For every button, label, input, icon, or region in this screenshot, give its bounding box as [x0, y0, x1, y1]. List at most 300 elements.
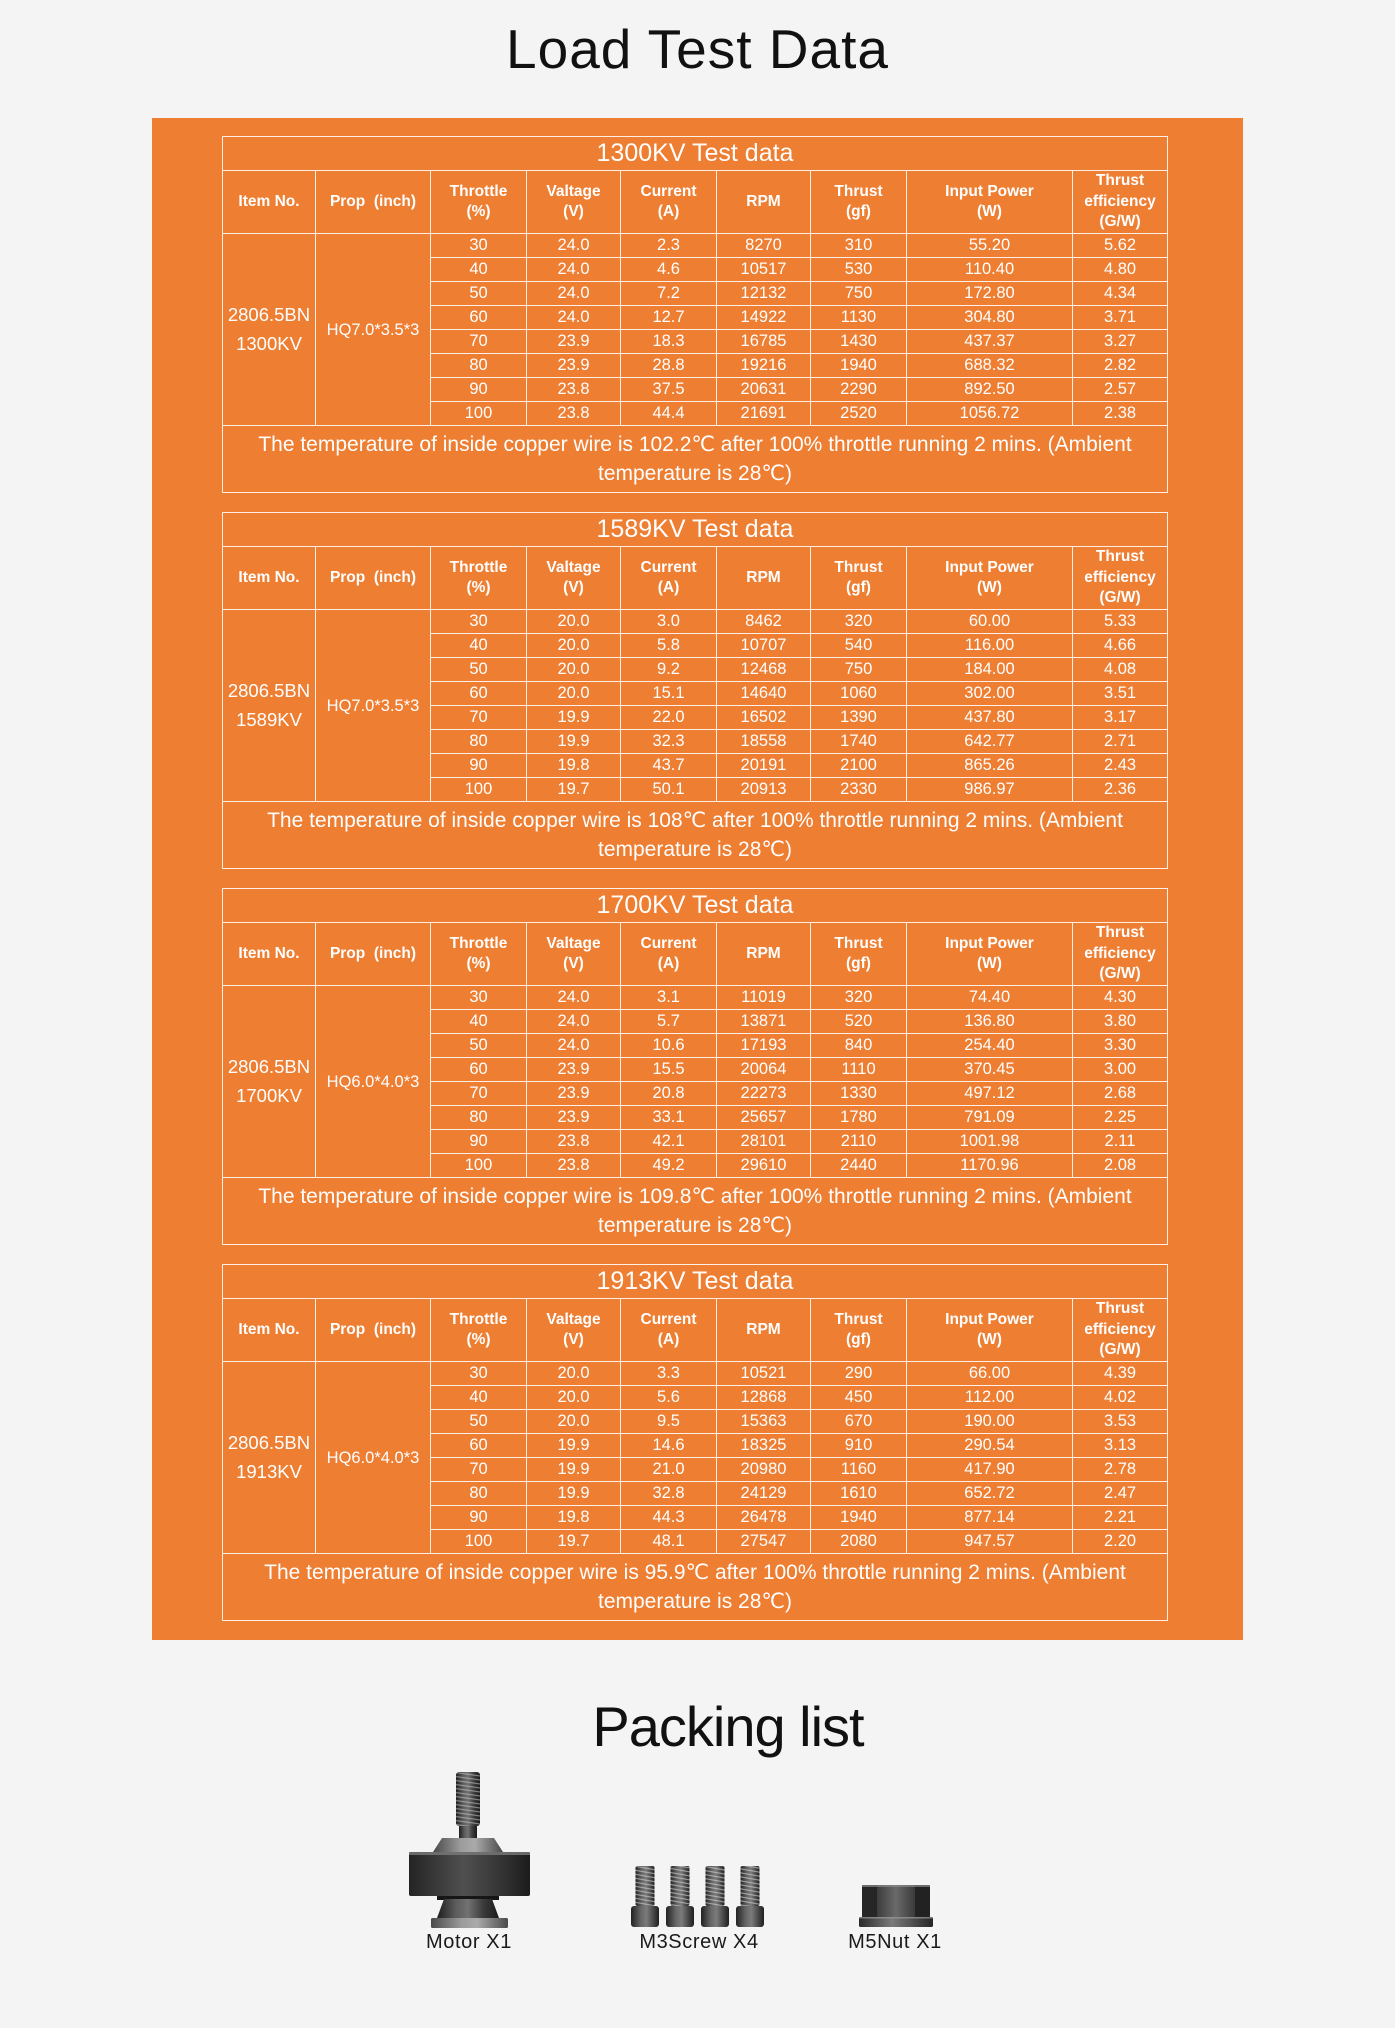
cell-current: 28.8 — [621, 354, 717, 378]
cell-throttle: 90 — [431, 1130, 527, 1154]
cell-current: 3.3 — [621, 1362, 717, 1386]
cell-current: 33.1 — [621, 1106, 717, 1130]
header-label: Input Power — [945, 182, 1034, 200]
cell-thrust-efficiency: 3.53 — [1073, 1410, 1167, 1434]
cell-throttle: 40 — [431, 634, 527, 658]
cell-voltage: 23.9 — [527, 354, 621, 378]
cell-voltage: 20.0 — [527, 682, 621, 706]
cell-thrust: 1940 — [811, 354, 907, 378]
cell-current: 18.3 — [621, 330, 717, 354]
header-label: Input Power — [945, 558, 1034, 576]
cell-throttle: 40 — [431, 1386, 527, 1410]
header-label: Item No. — [238, 192, 300, 210]
cell-thrust: 2520 — [811, 402, 907, 426]
cell-thrust-efficiency: 3.51 — [1073, 682, 1167, 706]
cell-voltage: 19.9 — [527, 1434, 621, 1458]
header-label: efficiency — [1084, 568, 1156, 586]
table-title: 1589KV Test data — [223, 513, 1167, 547]
cell-thrust-efficiency: 2.71 — [1073, 730, 1167, 754]
cell-voltage: 24.0 — [527, 282, 621, 306]
header-label: (gf) — [846, 955, 871, 972]
test-tables — [222, 136, 1168, 1621]
cell-thrust: 2100 — [811, 754, 907, 778]
cell-rpm: 12868 — [717, 1386, 811, 1410]
cell-input-power: 437.80 — [907, 706, 1073, 730]
header-voltage — [527, 923, 621, 986]
cell-voltage: 23.8 — [527, 1130, 621, 1154]
motor-model: 2806.5BN — [227, 1432, 311, 1453]
item-no-cell — [223, 234, 316, 426]
cell-voltage: 24.0 — [527, 1034, 621, 1058]
header-prop — [316, 923, 431, 986]
header-label: (gf) — [846, 1331, 871, 1348]
cell-rpm: 28101 — [717, 1130, 811, 1154]
cell-voltage: 23.8 — [527, 402, 621, 426]
header-label: Item No. — [238, 1320, 300, 1338]
cell-thrust: 1390 — [811, 706, 907, 730]
test-note: The temperature of inside copper wire is 108℃ after 100% throttle running 2 mins. (Ambient temperature is 28℃) — [267, 808, 1123, 861]
cell-input-power: 304.80 — [907, 306, 1073, 330]
prop-cell: HQ7.0*3.5*3 — [316, 610, 431, 802]
cell-thrust-efficiency: 5.33 — [1073, 610, 1167, 634]
test-note: The temperature of inside copper wire is 102.2℃ after 100% throttle running 2 mins. (Ambient temperature is 28℃) — [258, 432, 1132, 485]
header-current — [621, 923, 717, 986]
cell-rpm: 20913 — [717, 778, 811, 802]
cell-rpm: 16502 — [717, 706, 811, 730]
cell-thrust: 290 — [811, 1362, 907, 1386]
cell-current: 15.1 — [621, 682, 717, 706]
cell-thrust: 1110 — [811, 1058, 907, 1082]
header-input-power — [907, 1299, 1073, 1362]
cell-rpm: 27547 — [717, 1530, 811, 1554]
cell-thrust-efficiency: 2.36 — [1073, 778, 1167, 802]
cell-throttle: 50 — [431, 282, 527, 306]
cell-input-power: 74.40 — [907, 986, 1073, 1010]
cell-thrust-efficiency: 3.27 — [1073, 330, 1167, 354]
cell-current: 50.1 — [621, 778, 717, 802]
header-label: (gf) — [846, 203, 871, 220]
header-label: Throttle — [449, 182, 508, 200]
cell-throttle: 60 — [431, 682, 527, 706]
cell-thrust: 2080 — [811, 1530, 907, 1554]
cell-rpm: 18325 — [717, 1434, 811, 1458]
header-label: (W) — [977, 579, 1002, 596]
screws-icon — [628, 1864, 768, 1930]
cell-thrust-efficiency: 3.80 — [1073, 1010, 1167, 1034]
test-table — [222, 512, 1168, 869]
header-thrust — [811, 171, 907, 234]
header-label: Current — [640, 934, 697, 952]
motor-icon — [402, 1768, 532, 1930]
cell-thrust-efficiency: 2.43 — [1073, 754, 1167, 778]
cell-thrust-efficiency: 4.02 — [1073, 1386, 1167, 1410]
screw-icon — [666, 1866, 694, 1927]
header-label: (G/W) — [1099, 589, 1141, 607]
cell-throttle: 90 — [431, 1506, 527, 1530]
cell-throttle: 80 — [431, 1106, 527, 1130]
cell-thrust: 750 — [811, 282, 907, 306]
cell-input-power: 116.00 — [907, 634, 1073, 658]
header-label: RPM — [746, 568, 781, 586]
cell-thrust-efficiency: 3.30 — [1073, 1034, 1167, 1058]
cell-throttle: 50 — [431, 658, 527, 682]
test-note: The temperature of inside copper wire is 109.8℃ after 100% throttle running 2 mins. (Ambient temperature is 28℃) — [258, 1184, 1132, 1237]
header-thrust-efficiency — [1073, 923, 1167, 986]
cell-thrust-efficiency: 2.25 — [1073, 1106, 1167, 1130]
cell-throttle: 30 — [431, 610, 527, 634]
header-item-no — [223, 923, 316, 986]
cell-thrust: 530 — [811, 258, 907, 282]
header-label: (%) — [466, 1331, 491, 1348]
cell-voltage: 20.0 — [527, 1362, 621, 1386]
cell-rpm: 8270 — [717, 234, 811, 258]
cell-throttle: 30 — [431, 234, 527, 258]
header-prop — [316, 1299, 431, 1362]
cell-voltage: 20.0 — [527, 1386, 621, 1410]
cell-input-power: 497.12 — [907, 1082, 1073, 1106]
header-throttle — [431, 1299, 527, 1362]
cell-rpm: 15363 — [717, 1410, 811, 1434]
cell-throttle: 80 — [431, 1482, 527, 1506]
header-input-power — [907, 923, 1073, 986]
header-label: Input Power — [945, 1310, 1034, 1328]
header-thrust-efficiency — [1073, 547, 1167, 610]
cell-thrust: 450 — [811, 1386, 907, 1410]
cell-input-power: 302.00 — [907, 682, 1073, 706]
cell-voltage: 20.0 — [527, 658, 621, 682]
cell-voltage: 19.9 — [527, 1482, 621, 1506]
screw-icon — [736, 1866, 764, 1927]
packing-list-title: Packing list — [592, 1695, 864, 1758]
cell-thrust-efficiency: 2.08 — [1073, 1154, 1167, 1178]
packing-item-screw-label: M3Screw X4 — [639, 1931, 759, 1953]
cell-rpm: 12132 — [717, 282, 811, 306]
cell-thrust: 1130 — [811, 306, 907, 330]
test-table — [222, 888, 1168, 1245]
cell-thrust: 1780 — [811, 1106, 907, 1130]
header-prop — [316, 547, 431, 610]
cell-input-power: 1170.96 — [907, 1154, 1073, 1178]
cell-input-power: 112.00 — [907, 1386, 1073, 1410]
motor-kv: 1913KV — [236, 1460, 302, 1482]
cell-current: 20.8 — [621, 1082, 717, 1106]
cell-rpm: 10521 — [717, 1362, 811, 1386]
cell-current: 5.8 — [621, 634, 717, 658]
header-label: Throttle — [449, 1310, 508, 1328]
cell-current: 42.1 — [621, 1130, 717, 1154]
header-label: (W) — [977, 1331, 1002, 1348]
header-label: Prop (inch) — [329, 944, 417, 962]
cell-voltage: 24.0 — [527, 258, 621, 282]
item-no-cell — [223, 1362, 316, 1554]
header-label: Prop (inch) — [329, 568, 417, 586]
header-label: Thrust — [1095, 548, 1145, 566]
header-input-power — [907, 547, 1073, 610]
cell-rpm: 17193 — [717, 1034, 811, 1058]
cell-thrust-efficiency: 4.66 — [1073, 634, 1167, 658]
cell-input-power: 892.50 — [907, 378, 1073, 402]
header-input-power — [907, 171, 1073, 234]
header-current — [621, 1299, 717, 1362]
cell-thrust: 910 — [811, 1434, 907, 1458]
motor-kv: 1300KV — [236, 332, 302, 354]
cell-input-power: 986.97 — [907, 778, 1073, 802]
cell-thrust-efficiency: 2.57 — [1073, 378, 1167, 402]
cell-current: 5.6 — [621, 1386, 717, 1410]
cell-voltage: 20.0 — [527, 634, 621, 658]
motor-model: 2806.5BN — [227, 1056, 311, 1077]
header-rpm — [717, 171, 811, 234]
header-label: efficiency — [1084, 192, 1156, 210]
header-label: RPM — [746, 1320, 781, 1338]
cell-throttle: 80 — [431, 354, 527, 378]
cell-throttle: 90 — [431, 754, 527, 778]
table-title: 1913KV Test data — [223, 1265, 1167, 1299]
cell-thrust: 1610 — [811, 1482, 907, 1506]
cell-input-power: 791.09 — [907, 1106, 1073, 1130]
motor-kv: 1700KV — [236, 1084, 302, 1106]
cell-current: 3.1 — [621, 986, 717, 1010]
header-voltage — [527, 1299, 621, 1362]
header-label: Thrust — [834, 1310, 883, 1328]
cell-current: 22.0 — [621, 706, 717, 730]
cell-thrust: 320 — [811, 610, 907, 634]
cell-throttle: 70 — [431, 1082, 527, 1106]
header-throttle — [431, 547, 527, 610]
cell-voltage: 23.8 — [527, 1154, 621, 1178]
header-label: (V) — [563, 1331, 584, 1348]
cell-throttle: 40 — [431, 1010, 527, 1034]
cell-thrust-efficiency: 2.20 — [1073, 1530, 1167, 1554]
screw-icon — [701, 1866, 729, 1927]
cell-thrust-efficiency: 2.68 — [1073, 1082, 1167, 1106]
prop-cell: HQ7.0*3.5*3 — [316, 234, 431, 426]
cell-current: 32.3 — [621, 730, 717, 754]
header-label: Current — [640, 558, 697, 576]
cell-input-power: 652.72 — [907, 1482, 1073, 1506]
prop-cell: HQ6.0*4.0*3 — [316, 1362, 431, 1554]
item-no-cell — [223, 986, 316, 1178]
cell-thrust-efficiency: 2.38 — [1073, 402, 1167, 426]
cell-throttle: 60 — [431, 1434, 527, 1458]
cell-voltage: 19.7 — [527, 778, 621, 802]
cell-thrust: 1330 — [811, 1082, 907, 1106]
screw-icon — [631, 1866, 659, 1927]
header-throttle — [431, 171, 527, 234]
header-label: (W) — [977, 955, 1002, 972]
header-label: RPM — [746, 944, 781, 962]
header-rpm — [717, 547, 811, 610]
cell-rpm: 20980 — [717, 1458, 811, 1482]
cell-current: 48.1 — [621, 1530, 717, 1554]
cell-voltage: 19.7 — [527, 1530, 621, 1554]
cell-rpm: 26478 — [717, 1506, 811, 1530]
cell-thrust: 1940 — [811, 1506, 907, 1530]
item-no-cell — [223, 610, 316, 802]
cell-thrust-efficiency: 2.11 — [1073, 1130, 1167, 1154]
header-rpm — [717, 923, 811, 986]
header-label: Throttle — [449, 934, 508, 952]
cell-throttle: 70 — [431, 706, 527, 730]
header-label: Item No. — [238, 944, 300, 962]
header-label: (V) — [563, 203, 584, 220]
cell-input-power: 947.57 — [907, 1530, 1073, 1554]
header-label: Thrust — [1095, 1300, 1145, 1318]
cell-rpm: 25657 — [717, 1106, 811, 1130]
header-label: efficiency — [1084, 944, 1156, 962]
cell-thrust-efficiency: 4.34 — [1073, 282, 1167, 306]
header-label: (V) — [563, 579, 584, 596]
header-label: (A) — [657, 203, 680, 220]
header-current — [621, 547, 717, 610]
cell-throttle: 80 — [431, 730, 527, 754]
header-label: Input Power — [945, 934, 1034, 952]
load-test-panel — [152, 118, 1243, 1640]
cell-rpm: 29610 — [717, 1154, 811, 1178]
header-label: (W) — [977, 203, 1002, 220]
cell-throttle: 100 — [431, 1530, 527, 1554]
cell-input-power: 110.40 — [907, 258, 1073, 282]
cell-thrust: 1160 — [811, 1458, 907, 1482]
header-label: Thrust — [1095, 172, 1145, 190]
cell-input-power: 55.20 — [907, 234, 1073, 258]
header-label: Valtage — [546, 558, 601, 576]
cell-voltage: 24.0 — [527, 1010, 621, 1034]
cell-current: 12.7 — [621, 306, 717, 330]
cell-voltage: 19.8 — [527, 1506, 621, 1530]
cell-thrust: 2330 — [811, 778, 907, 802]
test-table — [222, 1264, 1168, 1621]
cell-voltage: 19.9 — [527, 706, 621, 730]
table-title: 1700KV Test data — [223, 889, 1167, 923]
header-label: (%) — [466, 579, 491, 596]
header-label: (G/W) — [1099, 965, 1141, 983]
cell-voltage: 19.8 — [527, 754, 621, 778]
header-label: (V) — [563, 955, 584, 972]
packing-item-nut-label: M5Nut X1 — [848, 1931, 942, 1953]
cell-current: 37.5 — [621, 378, 717, 402]
cell-input-power: 290.54 — [907, 1434, 1073, 1458]
motor-model: 2806.5BN — [227, 304, 311, 325]
cell-current: 9.2 — [621, 658, 717, 682]
cell-rpm: 20064 — [717, 1058, 811, 1082]
header-thrust-efficiency — [1073, 171, 1167, 234]
cell-current: 7.2 — [621, 282, 717, 306]
header-label: Throttle — [449, 558, 508, 576]
cell-input-power: 190.00 — [907, 1410, 1073, 1434]
cell-thrust-efficiency: 5.62 — [1073, 234, 1167, 258]
cell-thrust-efficiency: 2.78 — [1073, 1458, 1167, 1482]
header-label: (G/W) — [1099, 1341, 1141, 1359]
header-label: Item No. — [238, 568, 300, 586]
cell-throttle: 70 — [431, 1458, 527, 1482]
header-label: (gf) — [846, 579, 871, 596]
cell-thrust-efficiency: 4.30 — [1073, 986, 1167, 1010]
motor-model: 2806.5BN — [227, 680, 311, 701]
header-thrust — [811, 923, 907, 986]
cell-throttle: 30 — [431, 1362, 527, 1386]
cell-current: 14.6 — [621, 1434, 717, 1458]
cell-rpm: 14640 — [717, 682, 811, 706]
cell-thrust: 1060 — [811, 682, 907, 706]
cell-input-power: 172.80 — [907, 282, 1073, 306]
cell-current: 32.8 — [621, 1482, 717, 1506]
cell-thrust: 840 — [811, 1034, 907, 1058]
cell-thrust-efficiency: 4.39 — [1073, 1362, 1167, 1386]
cell-input-power: 370.45 — [907, 1058, 1073, 1082]
cell-current: 44.3 — [621, 1506, 717, 1530]
cell-voltage: 24.0 — [527, 986, 621, 1010]
header-label: efficiency — [1084, 1320, 1156, 1338]
cell-voltage: 23.9 — [527, 1082, 621, 1106]
cell-current: 2.3 — [621, 234, 717, 258]
header-rpm — [717, 1299, 811, 1362]
header-label: (%) — [466, 203, 491, 220]
header-label: (%) — [466, 955, 491, 972]
cell-input-power: 60.00 — [907, 610, 1073, 634]
cell-thrust-efficiency: 3.71 — [1073, 306, 1167, 330]
cell-voltage: 23.8 — [527, 378, 621, 402]
header-item-no — [223, 547, 316, 610]
cell-voltage: 24.0 — [527, 306, 621, 330]
cell-throttle: 50 — [431, 1410, 527, 1434]
header-label: Thrust — [834, 558, 883, 576]
cell-throttle: 40 — [431, 258, 527, 282]
header-item-no — [223, 1299, 316, 1362]
prop-cell: HQ6.0*4.0*3 — [316, 986, 431, 1178]
cell-input-power: 865.26 — [907, 754, 1073, 778]
cell-thrust-efficiency: 4.08 — [1073, 658, 1167, 682]
cell-input-power: 437.37 — [907, 330, 1073, 354]
header-label: Valtage — [546, 1310, 601, 1328]
cell-rpm: 18558 — [717, 730, 811, 754]
cell-input-power: 66.00 — [907, 1362, 1073, 1386]
cell-thrust: 540 — [811, 634, 907, 658]
cell-current: 9.5 — [621, 1410, 717, 1434]
cell-thrust-efficiency: 3.13 — [1073, 1434, 1167, 1458]
cell-thrust: 1740 — [811, 730, 907, 754]
header-prop — [316, 171, 431, 234]
header-item-no — [223, 171, 316, 234]
cell-thrust: 670 — [811, 1410, 907, 1434]
cell-throttle: 50 — [431, 1034, 527, 1058]
cell-current: 44.4 — [621, 402, 717, 426]
cell-thrust: 310 — [811, 234, 907, 258]
cell-rpm: 16785 — [717, 330, 811, 354]
cell-rpm: 14922 — [717, 306, 811, 330]
header-thrust — [811, 1299, 907, 1362]
cell-throttle: 100 — [431, 402, 527, 426]
header-label: (A) — [657, 1331, 680, 1348]
header-label: (A) — [657, 955, 680, 972]
cell-thrust: 1430 — [811, 330, 907, 354]
cell-rpm: 22273 — [717, 1082, 811, 1106]
cell-thrust: 520 — [811, 1010, 907, 1034]
cell-thrust-efficiency: 4.80 — [1073, 258, 1167, 282]
cell-rpm: 8462 — [717, 610, 811, 634]
cell-input-power: 184.00 — [907, 658, 1073, 682]
header-label: Thrust — [834, 934, 883, 952]
test-table — [222, 136, 1168, 493]
header-label: Prop (inch) — [329, 1320, 417, 1338]
cell-rpm: 13871 — [717, 1010, 811, 1034]
cell-thrust: 2290 — [811, 378, 907, 402]
cell-input-power: 417.90 — [907, 1458, 1073, 1482]
cell-thrust-efficiency: 2.47 — [1073, 1482, 1167, 1506]
cell-input-power: 877.14 — [907, 1506, 1073, 1530]
header-label: (A) — [657, 579, 680, 596]
header-label: Prop (inch) — [329, 192, 417, 210]
